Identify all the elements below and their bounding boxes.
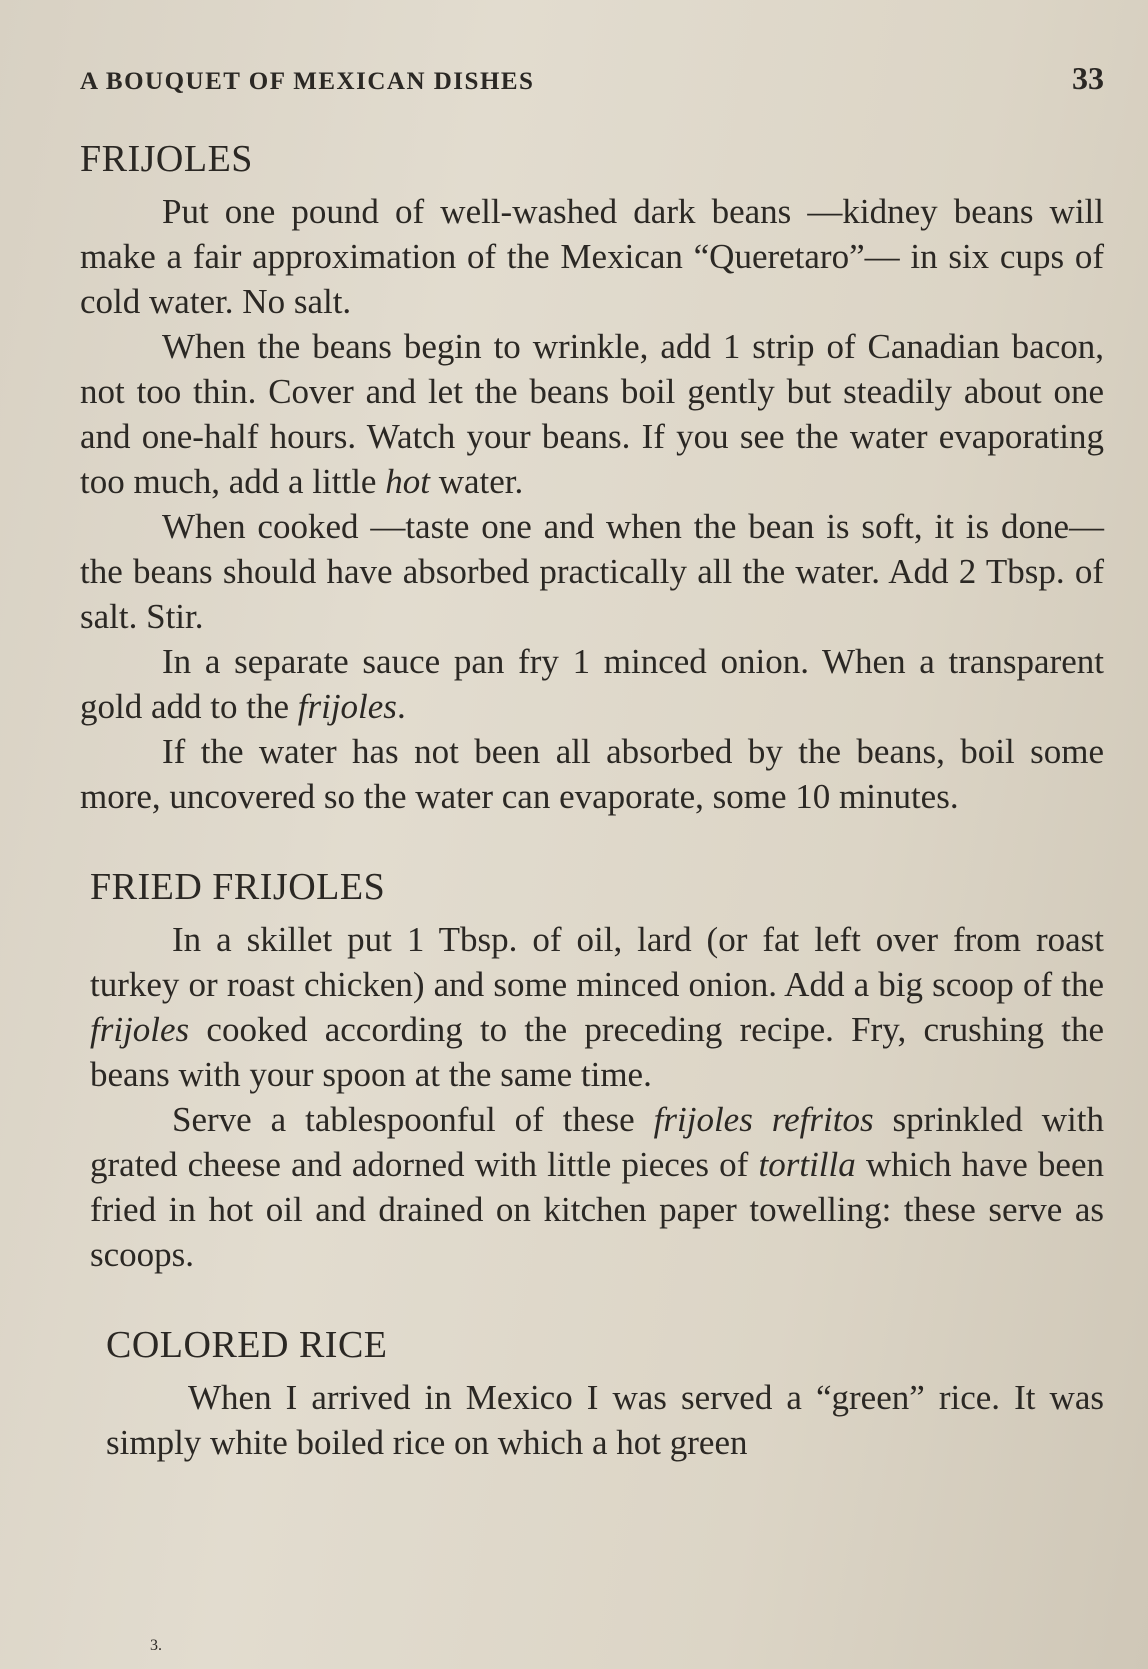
recipe-frijoles bbox=[80, 137, 1104, 819]
paragraph: When I arrived in Mexico I was served a “green” rice. It was simply white boiled rice on which a hot green bbox=[106, 1378, 1104, 1462]
paragraph: Put one pound of well-washed dark beans —kidney beans will make a fair approximation of the Mexican “Queretaro”— in six cups of cold water. No salt. bbox=[80, 192, 1104, 321]
paragraph: When cooked —taste one and when the bean is soft, it is done— the beans should have absorbed practically all the water. Add 2 Tbsp. of salt. Stir. bbox=[80, 507, 1104, 636]
recipe-title: COLORED RICE bbox=[106, 1324, 388, 1366]
paragraph: In a separate sauce pan fry 1 minced onion. When a transparent gold add to the frijoles. bbox=[80, 642, 1104, 726]
running-title: A BOUQUET OF MEXICAN DISHES bbox=[80, 68, 535, 95]
recipe-title: FRIED FRIJOLES bbox=[90, 866, 386, 908]
signature-mark: 3. bbox=[150, 1637, 162, 1654]
page-number: 33 bbox=[1072, 60, 1104, 96]
paragraph: Serve a tablespoonful of these frijoles refritos sprinkled with grated cheese and adorned with little pieces of tortilla which have been fried in hot oil and drained on kitchen paper towelling: these serve as scoops. bbox=[90, 1100, 1104, 1274]
paragraph: When the beans begin to wrinkle, add 1 strip of Canadian bacon, not too thin. Cover and let the beans boil gently but steadily about one and one-half hours. Watch your beans. If you see the water evaporating too much, add a little hot water. bbox=[80, 327, 1104, 501]
recipe-fried-frijoles bbox=[80, 865, 1104, 1277]
recipe-title: FRIJOLES bbox=[80, 138, 253, 180]
recipe-colored-rice bbox=[80, 1323, 1104, 1465]
paragraph: If the water has not been all absorbed by the beans, boil some more, uncovered so the water can evaporate, some 10 minutes. bbox=[80, 732, 1104, 816]
paragraph: In a skillet put 1 Tbsp. of oil, lard (or fat left over from roast turkey or roast chicken) and some minced onion. Add a big scoop of the frijoles cooked according to the preceding recipe. Fry, crushing the beans with your spoon at the same time. bbox=[90, 920, 1104, 1094]
running-head bbox=[80, 60, 1104, 97]
